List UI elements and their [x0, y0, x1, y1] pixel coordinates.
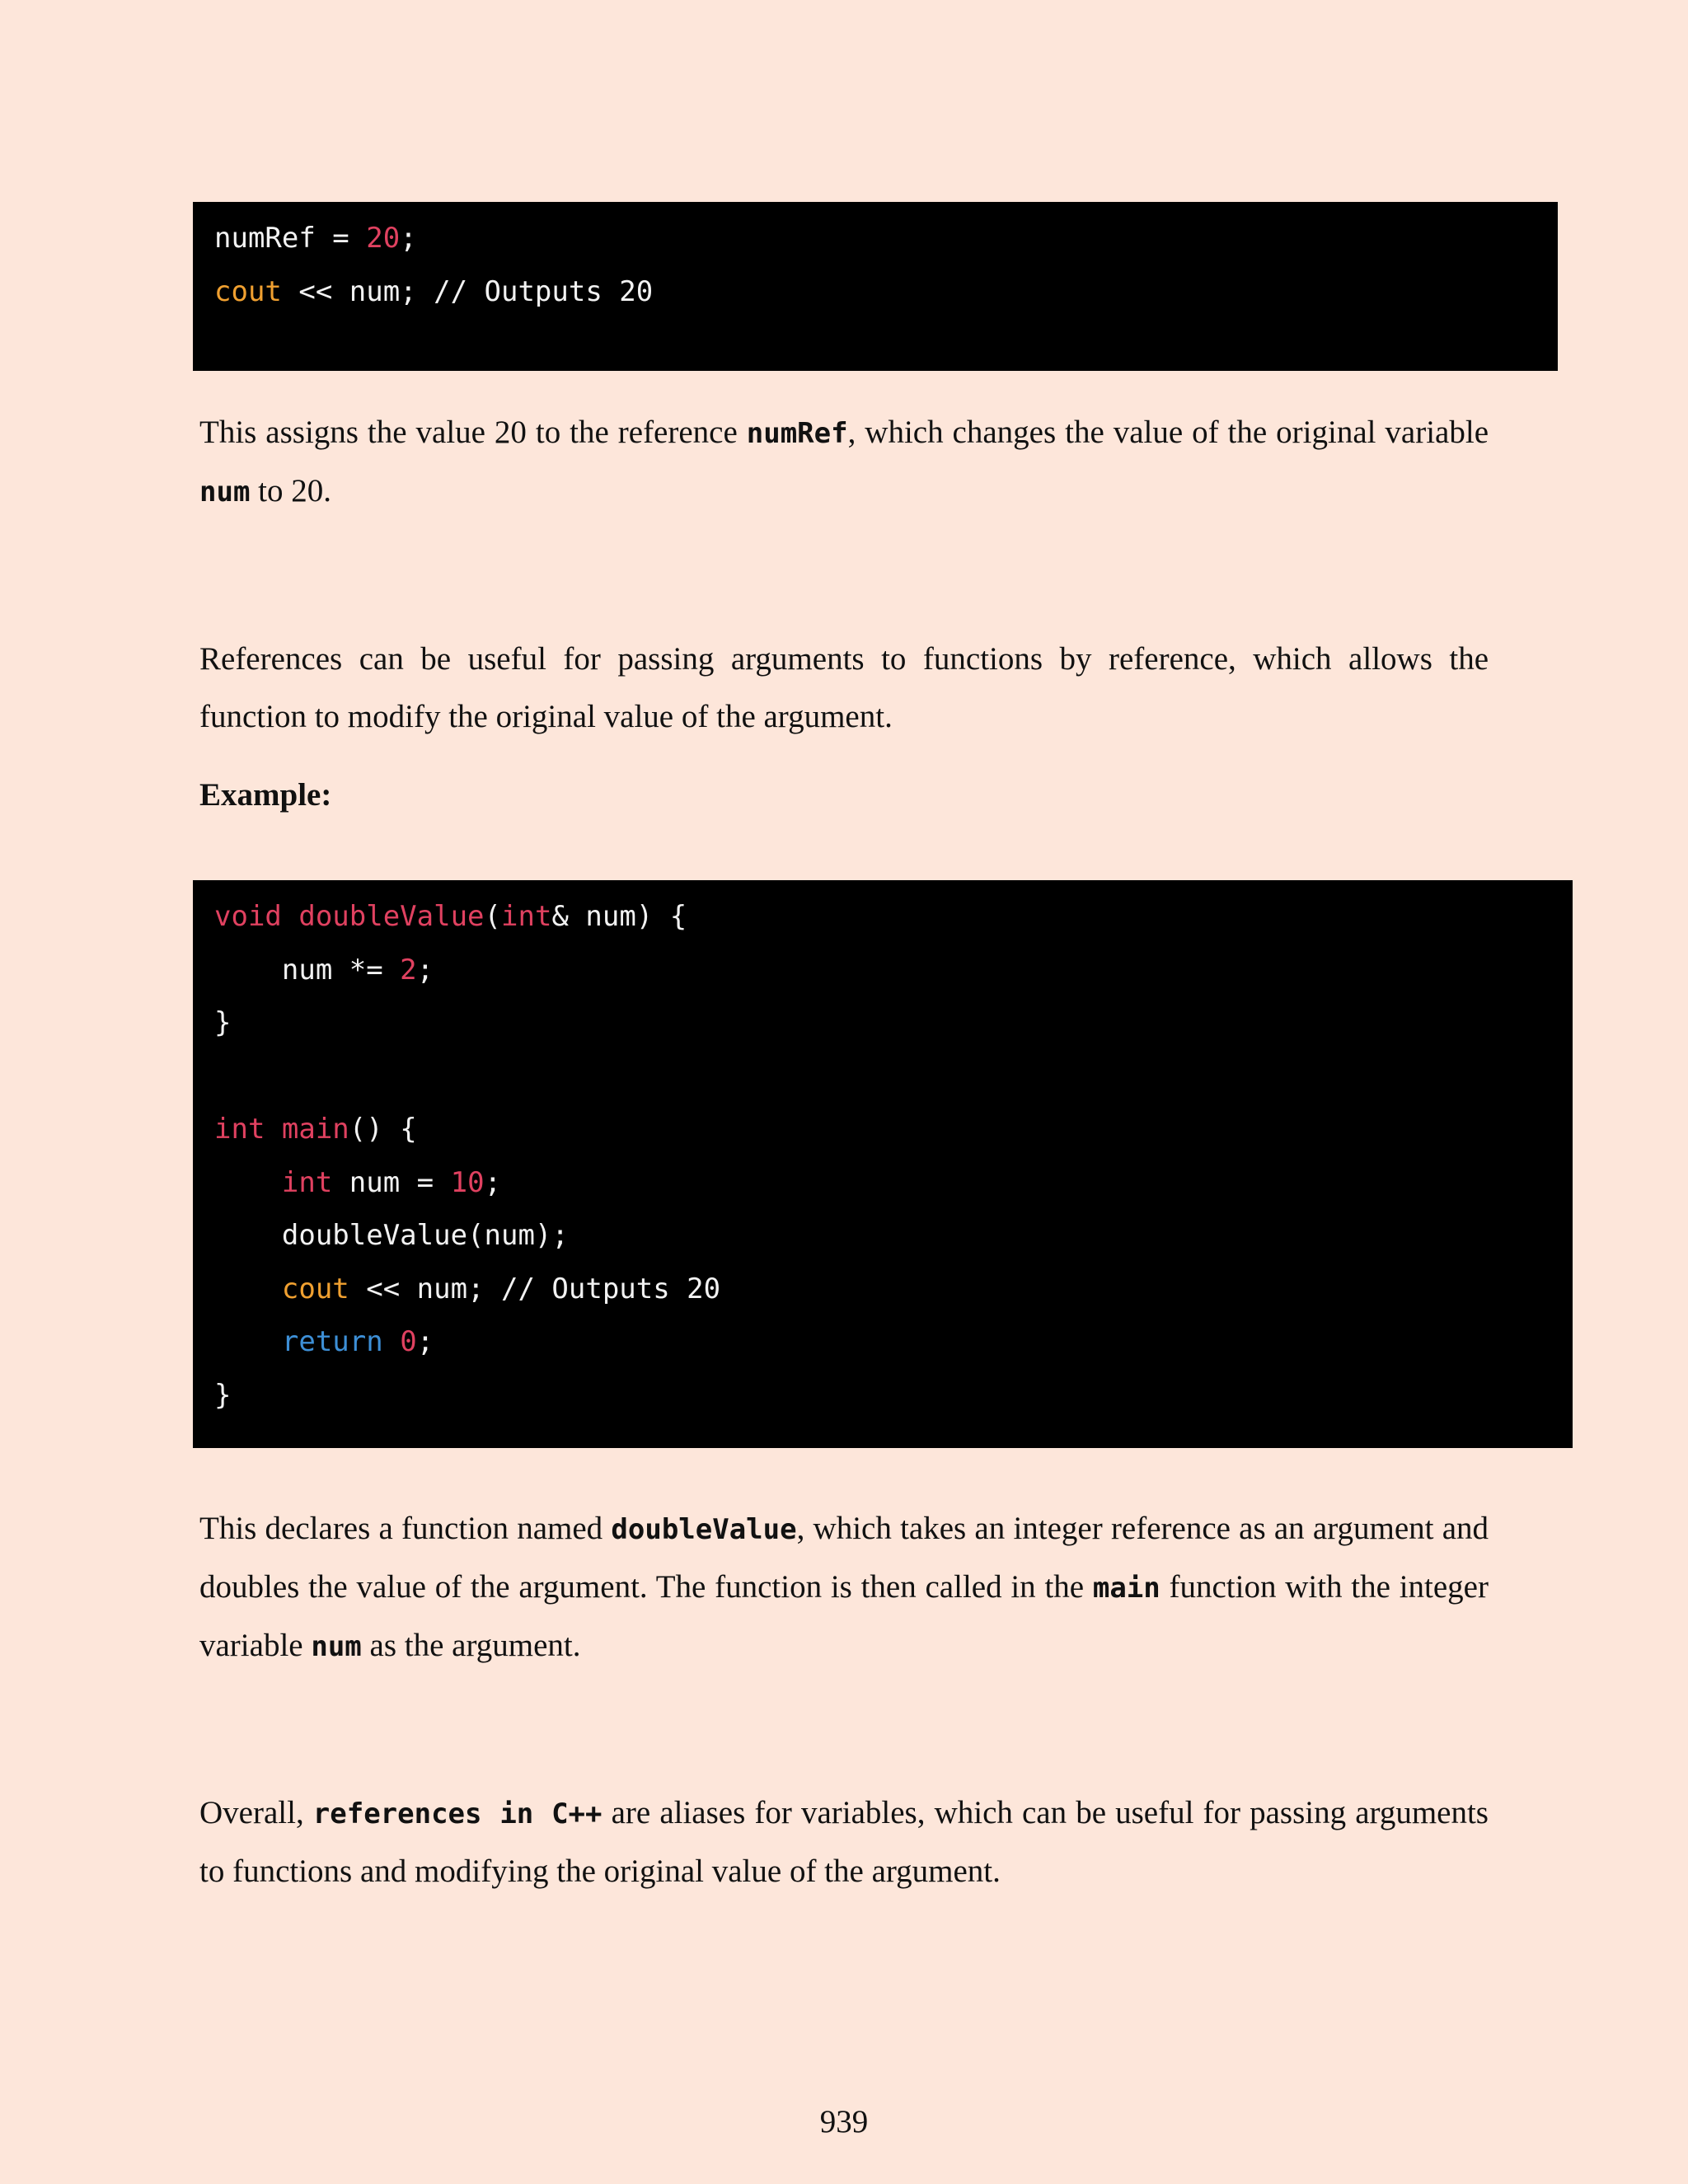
code-line	[214, 1263, 1573, 1316]
page-number: 939	[819, 2104, 869, 2139]
code-token: 2	[400, 953, 417, 987]
paragraph-text: This assigns the value 20 to the reference	[199, 415, 747, 450]
code-token: int	[501, 900, 552, 933]
code-token: doubleValue	[298, 900, 485, 933]
paragraph-numref-explanation	[199, 404, 1489, 521]
code-token: (	[484, 900, 502, 933]
code-token: int	[214, 1113, 282, 1146]
paragraph-doublevalue-explanation	[199, 1500, 1489, 1675]
paragraph-text: , which changes the value of the original variable	[847, 415, 1489, 450]
code-token: ;	[400, 222, 417, 255]
code-token: << num; // Outputs 20	[349, 1272, 721, 1305]
code-block-2	[193, 880, 1573, 1448]
code-line	[214, 1050, 1573, 1104]
code-token: numRef =	[214, 222, 367, 255]
code-line	[214, 996, 1573, 1050]
code-token: return	[281, 1325, 383, 1358]
code-token: ;	[416, 953, 434, 987]
code-token: }	[214, 1378, 232, 1412]
code-token	[214, 1272, 282, 1305]
code-token: () {	[349, 1113, 417, 1146]
code-token: cout	[214, 274, 282, 308]
code-line	[214, 890, 1573, 944]
paragraph-text: are aliases for variables, which can be useful for passing arguments to functions and modifying the original value of the argument.	[199, 1795, 1489, 1889]
code-token: 20	[366, 222, 401, 255]
example-heading: Example:	[199, 777, 332, 813]
paragraph-overall-summary	[199, 1784, 1489, 1900]
code-token: 0	[400, 1325, 417, 1358]
paragraph-text: to 20.	[250, 473, 332, 509]
code-token: void	[214, 900, 299, 933]
inline-code-num: num	[199, 476, 251, 509]
paragraph-text: Overall,	[199, 1795, 313, 1830]
code-token: }	[214, 1006, 232, 1039]
code-line	[214, 944, 1573, 997]
code-line	[214, 265, 1558, 319]
code-line	[214, 1156, 1573, 1210]
paragraph-text: function with the integer variable	[199, 1569, 1489, 1663]
code-token: 10	[450, 1165, 485, 1199]
paragraph-text: This declares a function named	[199, 1511, 612, 1546]
paragraph-text: References can be useful for passing arguments to functions by reference, which allows the function to modify the original value of the argument.	[199, 641, 1489, 734]
code-line	[214, 1103, 1573, 1156]
paragraph-text: , which takes an integer reference as an argument and doubles the value of the argument. The function is then called in the	[199, 1511, 1489, 1605]
inline-code-doublevalue: doubleValue	[611, 1513, 797, 1546]
code-line	[214, 1209, 1573, 1263]
code-line	[214, 212, 1558, 265]
code-token: cout	[281, 1272, 349, 1305]
inline-code-numref: numRef	[746, 417, 848, 450]
code-token: main	[281, 1113, 349, 1146]
code-line	[214, 1315, 1573, 1369]
code-token: ;	[484, 1165, 502, 1199]
code-token: num =	[332, 1165, 451, 1199]
code-token: << num; // Outputs 20	[281, 274, 654, 308]
code-block-1	[193, 202, 1558, 371]
code-token: num *=	[214, 953, 401, 987]
code-token: doubleValue(num);	[214, 1219, 569, 1252]
inline-code-num: num	[311, 1630, 362, 1663]
code-token: int	[281, 1165, 333, 1199]
inline-code-references-in-cpp: references in C++	[312, 1797, 603, 1830]
code-token	[383, 1325, 400, 1358]
code-token	[214, 1166, 282, 1199]
code-token: ;	[416, 1325, 434, 1358]
code-token	[214, 1325, 282, 1358]
code-token: & num) {	[551, 900, 687, 933]
paragraph-references-usefulness	[199, 630, 1489, 746]
paragraph-text: as the argument.	[361, 1628, 581, 1663]
code-line	[214, 1369, 1573, 1422]
inline-code-main: main	[1092, 1572, 1160, 1605]
